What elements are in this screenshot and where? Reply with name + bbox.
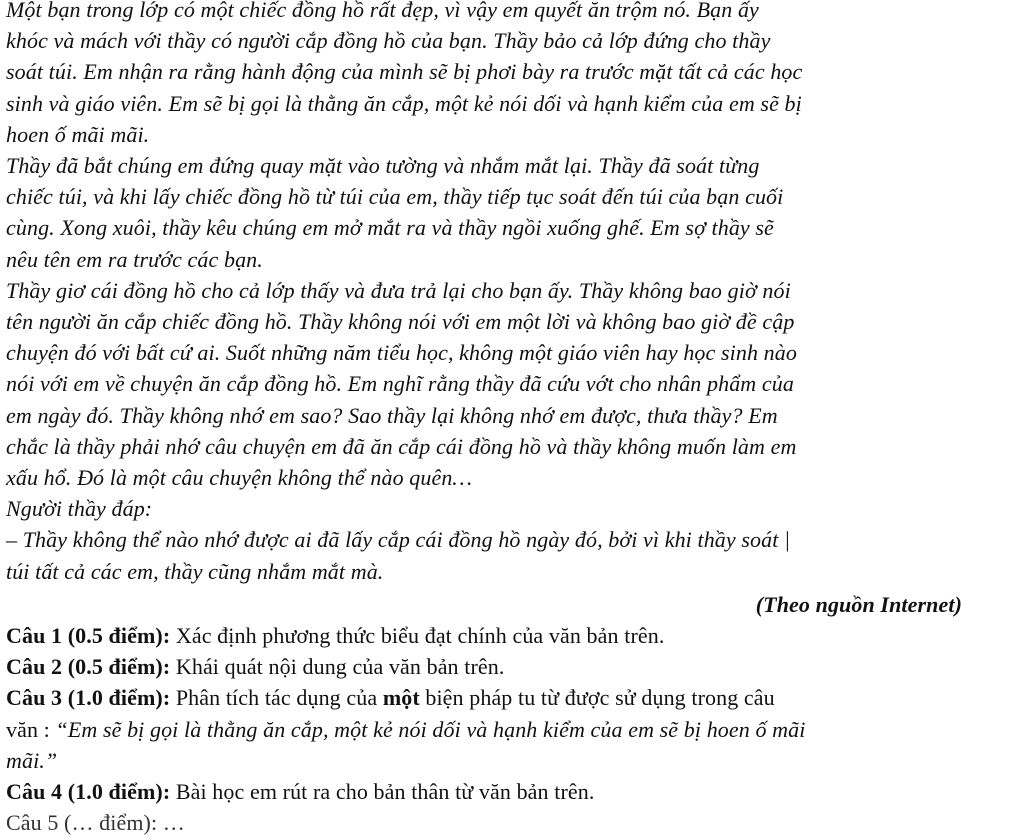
passage-line: tên người ăn cắp chiếc đồng hồ. Thầy không nói với em một lời và không bao giờ đề cập <box>6 309 795 335</box>
question-label: Câu 2 (0.5 điểm): <box>6 654 171 680</box>
passage-line: chiếc túi, và khi lấy chiếc đồng hồ từ túi của em, thầy tiếp tục soát đến túi của bạn cuối <box>6 184 784 210</box>
question-2 <box>6 651 1014 682</box>
question-label: Câu 4 (1.0 điểm): <box>6 779 171 805</box>
question-text: biện pháp tu từ được sử dụng trong câu <box>419 685 775 711</box>
passage-line: sinh và giáo viên. Em sẽ bị gọi là thằng ăn cắp, một kẻ nói dối và hạnh kiểm của em sẽ bị <box>6 90 802 116</box>
question-5-cutoff: Câu 5 (… điểm): … <box>6 810 185 836</box>
question-4 <box>6 776 1014 807</box>
reading-passage <box>6 0 1014 587</box>
question-text: Phân tích tác dụng của <box>170 685 383 711</box>
question-1 <box>6 620 1014 651</box>
source-citation: (Theo nguồn Internet) <box>755 591 962 617</box>
question-label: Câu 3 (1.0 điểm): <box>6 685 171 711</box>
passage-line: nêu tên em ra trước các bạn. <box>6 246 263 272</box>
passage-line: Thầy đã bắt chúng em đứng quay mặt vào tường và nhắm mắt lại. Thầy đã soát từng <box>6 153 760 179</box>
passage-line: chắc là thầy phải nhớ câu chuyện em đã ăn cắp cái đồng hồ và thầy không muốn làm em <box>6 433 797 459</box>
question-quote: “Em sẽ bị gọi là thằng ăn cắp, một kẻ nói dối và hạnh kiểm của em sẽ bị hoen ố mãi <box>55 716 806 742</box>
passage-line: nói với em về chuyện ăn cắp đồng hồ. Em nghĩ rằng thầy đã cứu vớt cho nhân phẩm của <box>6 371 794 397</box>
passage-line: túi tất cả các em, thầy cũng nhắm mắt mà. <box>6 558 384 584</box>
question-3 <box>6 682 1014 776</box>
passage-line: Một bạn trong lớp có một chiếc đồng hồ rất đẹp, vì vậy em quyết ăn trộm nó. Bạn ấy <box>6 0 759 22</box>
question-text: văn : <box>6 716 56 742</box>
question-label: Câu 1 (0.5 điểm): <box>6 623 171 649</box>
passage-line: cùng. Xong xuôi, thầy kêu chúng em mở mắt ra và thầy ngồi xuống ghế. Em sợ thầy sẽ <box>6 215 774 241</box>
passage-line: – Thầy không thể nào nhớ được ai đã lấy cắp cái đồng hồ ngày đó, bởi vì khi thầy soát | <box>6 527 791 553</box>
passage-line: chuyện đó với bất cứ ai. Suốt những năm tiểu học, không một giáo viên hay học sinh nào <box>6 340 797 366</box>
question-list <box>6 620 1014 836</box>
question-quote: mãi.” <box>6 747 58 773</box>
passage-line: Thầy giơ cái đồng hồ cho cả lớp thấy và đưa trả lại cho bạn ấy. Thầy không bao giờ nói <box>6 277 791 303</box>
passage-line: soát túi. Em nhận ra rằng hành động của mình sẽ bị phơi bày ra trước mặt tất cả các học <box>6 59 803 85</box>
question-text: Bài học em rút ra cho bản thân từ văn bản trên. <box>170 779 595 805</box>
question-text: Xác định phương thức biểu đạt chính của văn bản trên. <box>170 623 665 649</box>
passage-line: em ngày đó. Thầy không nhớ em sao? Sao thầy lại không nhớ em được, thưa thầy? Em <box>6 402 778 428</box>
passage-line: hoen ố mãi mãi. <box>6 121 150 147</box>
passage-line: Người thầy đáp: <box>6 496 153 522</box>
document-page <box>6 0 1014 836</box>
question-text: Khái quát nội dung của văn bản trên. <box>170 654 505 680</box>
passage-line: xấu hổ. Đó là một câu chuyện không thể nào quên… <box>6 465 473 491</box>
passage-line: khóc và mách với thầy có người cắp đồng hồ của bạn. Thầy bảo cả lớp đứng cho thầy <box>6 28 771 54</box>
question-emphasis: một <box>382 685 420 711</box>
